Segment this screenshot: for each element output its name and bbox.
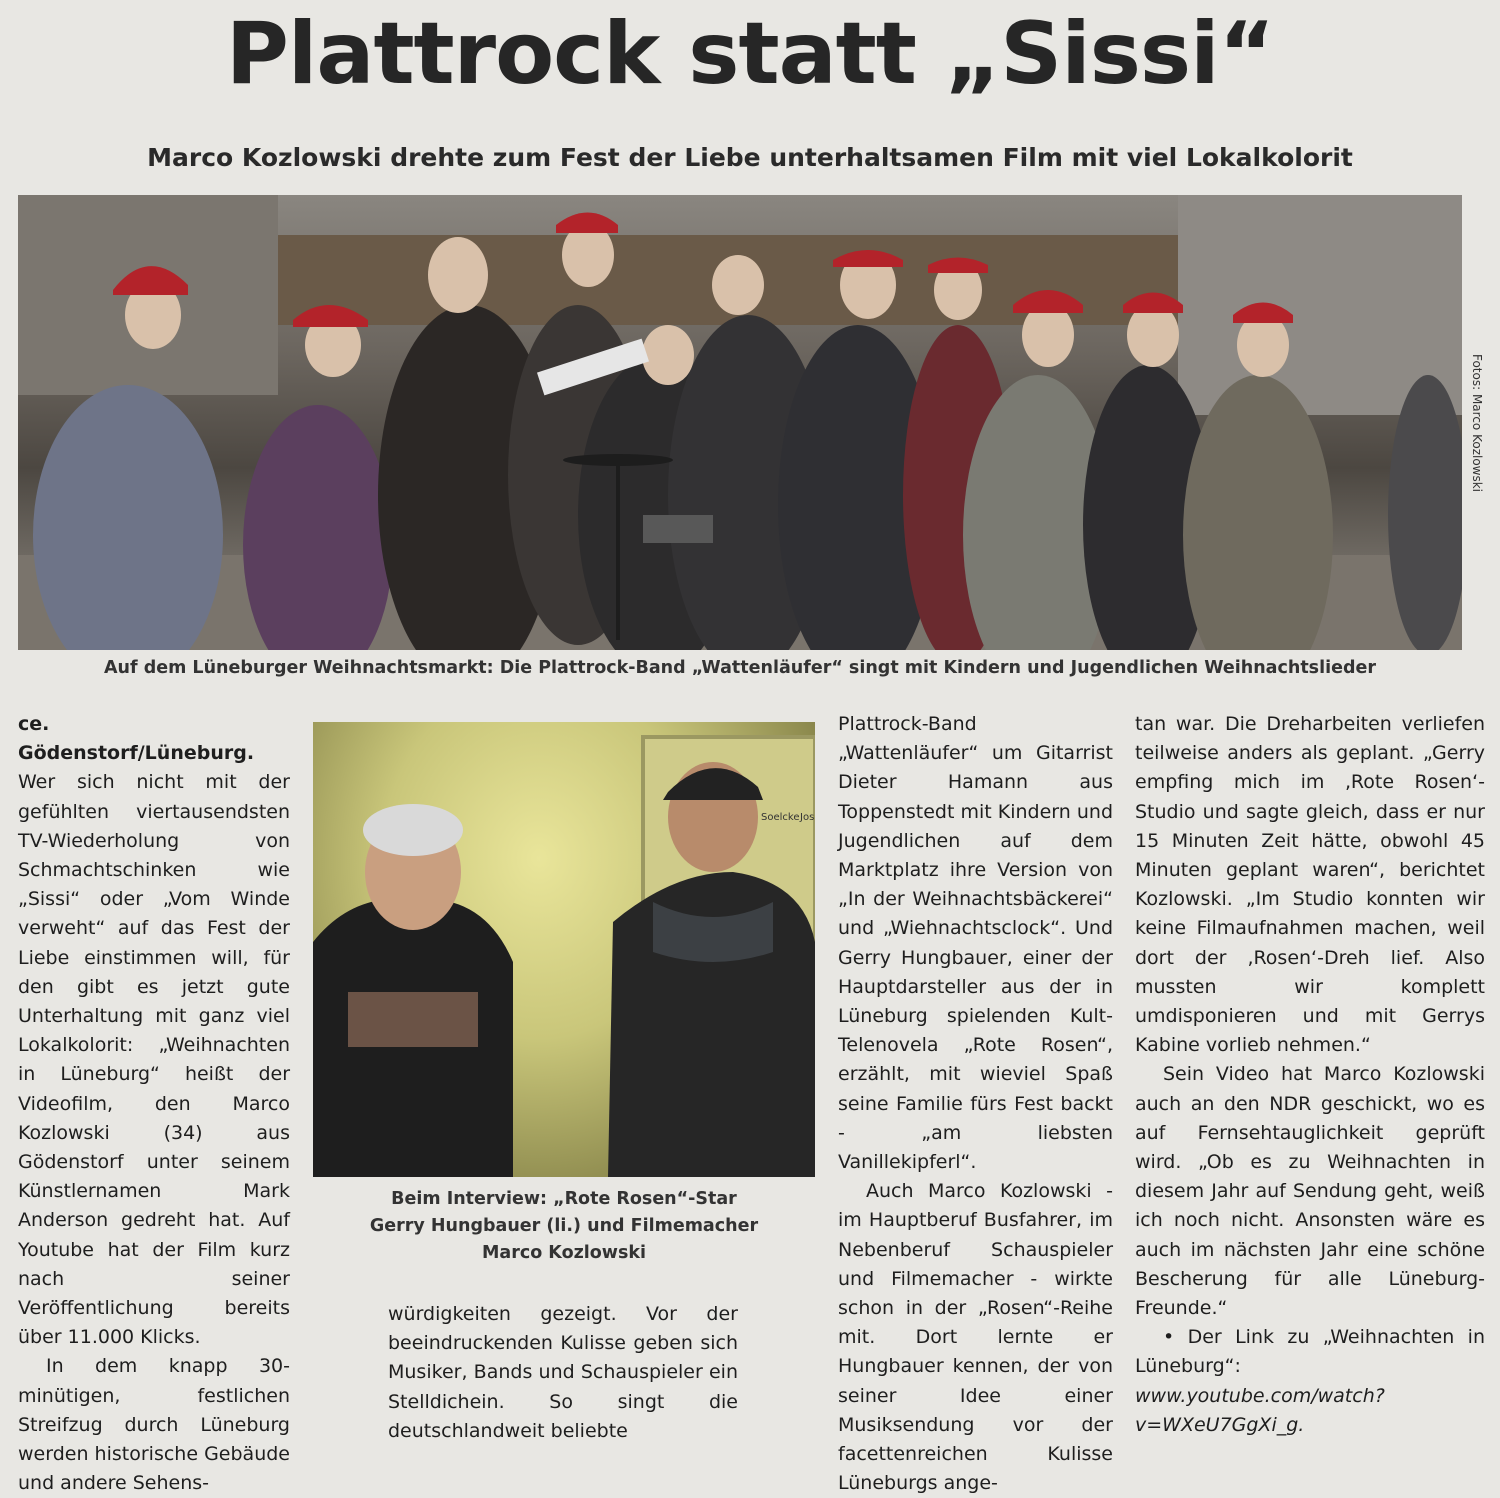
text-column-3 [838, 710, 1113, 1498]
paragraph: In dem knapp 30-minütigen, festlichen Streifzug durch Lüneburg werden historische Gebäude und andere Sehens- [18, 1355, 290, 1495]
paragraph: würdigkeiten gezeigt. Vor der beeindruckenden Kulisse geben sich Musiker, Bands und Schauspieler ein Stelldichein. So singt die deutschlandweit beliebte [388, 1303, 738, 1442]
photo-credit: Fotos: Marco Kozlowski [1470, 353, 1484, 492]
interview-photo-caption [313, 1186, 815, 1267]
photo-door-sign: Jos [800, 812, 815, 823]
text-column-4 [1135, 710, 1485, 1440]
text-column-2 [388, 1300, 738, 1446]
person-left-hair [363, 804, 463, 856]
interview-photo [313, 722, 815, 1177]
text-column-1 [18, 710, 290, 1498]
caption-line: Marco Kozlowski [481, 1243, 647, 1263]
paragraph: Auch Marco Kozlowski - im Hauptberuf Busfahrer, im Nebenberuf Schauspieler und Filmemacher - wirkte schon in der „Rosen“-Reihe mit. Dort lernte er Hungbauer kennen, der von seiner Idee einer Musiksendung vor der facettenreichen Kulisse Lüneburgs ange- [838, 1180, 1113, 1495]
youtube-link[interactable]: www.youtube.com/watch?v=WXeU7GgXi_g. [1135, 1384, 1385, 1436]
photo-door-sign: Soelcke [761, 812, 800, 823]
paragraph: tan war. Die Dreharbeiten verliefen teilweise anders als geplant. „Gerry empfing mich im ‚Rote Rosen‘-Studio und sagte gleich, dass er nur 15 Minuten Zeit hätte, obwohl 45 Minuten geplant waren“, berichtet Kozlowski. „Im Studio konnten wir keine Filmaufnahmen machen, weil dort der ‚Rosen‘-Dreh lief. Also mussten wir komplett umdisponieren und mit Gerrys Kabine vorlieb nehmen.“ [1135, 713, 1485, 1057]
person-left-shirt-print [348, 992, 478, 1047]
dateline: ce. Gödenstorf/Lüneburg. [18, 713, 255, 765]
paragraph-text: Wer sich nicht mit der gefühlten viertausendsten TV-Wiederholung von Schmachtschinken wie „Sissi“ oder „Vom Winde verweht“ auf das Fest der Liebe einstimmen will, für den gibt es jetzt gute Unterhaltung mit ganz viel Lokalkolorit: „Weihnachten in Lüneburg“ heißt der Videofilm, den Marco Kozlowski (34) aus Gödenstorf unter seinem Künstlernamen Mark Anderson gedreht hat. Auf Youtube hat der Film kurz nach seiner Veröffentlichung bereits über 11.000 Klicks. [18, 771, 290, 1349]
subheadline: Marco Kozlowski drehte zum Fest der Liebe unterhaltsamen Film mit viel Lokalkolorit [147, 143, 1353, 172]
main-photo-caption: Auf dem Lüneburger Weihnachtsmarkt: Die Plattrock-Band „Wattenläufer“ singt mit Kindern und Jugendlichen Weihnachtslieder [103, 658, 1376, 678]
market-band-photo [18, 195, 1462, 650]
link-lead: • Der Link zu „Weihnachten in Lüneburg“: [1135, 1326, 1485, 1378]
caption-line: Beim Interview: „Rote Rosen“-Star [391, 1189, 737, 1209]
paragraph [18, 710, 290, 1352]
paragraph: Sein Video hat Marco Kozlowski auch an den NDR geschickt, wo es auf Fernsehtauglichkeit geprüft wird. „Ob es zu Weihnachten in diesem Jahr auf Sendung geht, weiß ich noch nicht. Ansonsten wäre es auch im nächsten Jahr eine schöne Bescherung für alle Lüneburg-Freunde.“ [1135, 1063, 1485, 1320]
link-paragraph [1135, 1323, 1485, 1440]
paragraph: Plattrock-Band „Wattenläufer“ um Gitarrist Dieter Hamann aus Toppenstedt mit Kindern und Jugendlichen auf dem Marktplatz ihre Version von „In der Weihnachtsbäckerei“ und „Wiehnachtsclock“. Und Gerry Hungbauer, einer der Hauptdarsteller aus der in Lüneburg spielenden Kult-Telenovela „Rote Rosen“, erzählt, mit wieviel Spaß seine Familie fürs Fest backt - „am liebsten Vanillekipferl“. [838, 713, 1113, 1174]
headline: Plattrock statt „Sissi“ [225, 4, 1275, 104]
caption-line: Gerry Hungbauer (li.) und Filmemacher [369, 1216, 759, 1236]
